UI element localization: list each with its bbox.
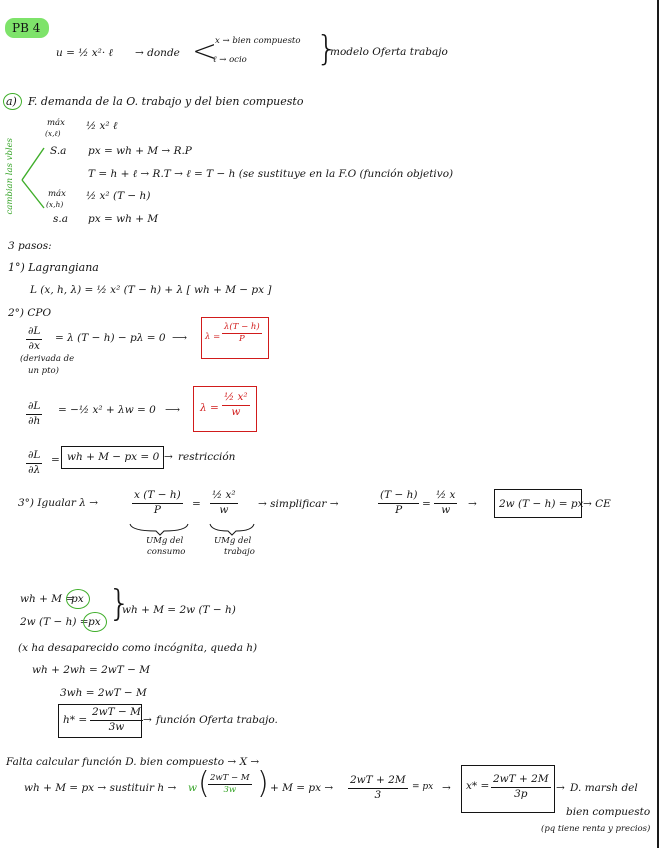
time-constraint: T = h + ℓ → R.T → ℓ = T − h (se sustituye en la F.O (función objetivo) [88, 168, 454, 180]
eq3: wh + M − px = 0 [67, 451, 160, 463]
max1-label: máx [47, 118, 65, 128]
part-a-label: a) [6, 95, 17, 108]
dmarsh-label: D. marsh del [570, 782, 638, 794]
final-frac2: $\frac{2wT + 2M}{3}$ [350, 774, 406, 801]
eq3-eq: = [51, 454, 60, 466]
result1-frac: $\frac{\lambda(T - h)}{P}$ [224, 322, 260, 345]
system-eq-b: 2w (T − h) = [20, 616, 89, 628]
simplified-lhs: $\frac{(T - h)}{P}$ [380, 489, 418, 516]
ce-equation: 2w (T − h) = px [499, 498, 584, 510]
dLdx: $\frac{\partial L}{\partial x}$ [28, 325, 41, 352]
xstar-label: x* = [466, 780, 490, 792]
system-line2: 3wh = 2wT − M [60, 687, 147, 699]
umg-trabajo-label-b: trabajo [224, 547, 255, 557]
x-definition: x → bien compuesto [215, 36, 301, 46]
eq1: = λ (T − h) − pλ = 0 [55, 332, 166, 344]
final-plus-m: + M = px → [270, 782, 334, 794]
system-line1: wh + 2wh = 2wT − M [32, 664, 151, 676]
dLdl: $\frac{\partial L}{\partial\lambda}$ [28, 449, 41, 476]
restriction-label: restricción [178, 451, 236, 463]
dmarsh-label-3: (pq tiene renta y precios) [541, 824, 651, 834]
dmarsh-arrow: → [556, 782, 565, 794]
simplified-arrow: → [468, 498, 477, 510]
step3-eq2: = [422, 498, 431, 510]
step1-label: 1°) Lagrangiana [8, 261, 99, 274]
sa2-label: s.a [53, 213, 68, 225]
final-w: w [188, 782, 197, 794]
note1: (derivada de [20, 354, 75, 364]
model-label: modelo Oferta trabajo [330, 46, 448, 58]
result1-lambda: λ = [205, 332, 221, 342]
eq2: = −½ x² + λw = 0 [58, 404, 156, 416]
paren-open: ( [198, 766, 210, 801]
px-circle-b [83, 612, 107, 632]
donde-arrow: → donde [135, 47, 180, 59]
l-definition: ℓ → ocio [213, 55, 247, 65]
arrow1: ⟶ [172, 332, 188, 344]
system-combined: wh + M = 2w (T − h) [122, 604, 236, 616]
left-angle: < [192, 34, 218, 69]
umg-trabajo-frac: $\frac{\text{½ x²}}{w}$ [212, 489, 236, 516]
step3-eq: = [192, 498, 201, 510]
simplificar: → simplificar → [258, 498, 339, 510]
step3-label: 3°) Igualar λ → [18, 497, 99, 509]
part-a-heading: F. demanda de la O. trabajo y del bien compuesto [28, 95, 304, 108]
hstar-arrow: → [143, 714, 152, 726]
result2-lambda: λ = [200, 402, 219, 414]
max2-vars: (x,h) [46, 200, 64, 209]
ce-label: → CE [583, 498, 611, 510]
hstar-label: h* = [63, 714, 88, 726]
sa1-label: S.a [50, 145, 67, 157]
final-line-a: wh + M = px → sustituir h → [24, 782, 177, 794]
dLdh: $\frac{\partial L}{\partial h}$ [28, 400, 41, 427]
max1-vars: (x,ℓ) [45, 129, 61, 138]
max2-objective: ½ x² (T − h) [86, 190, 151, 202]
side-note: cambian las vbles [4, 138, 15, 215]
page-title: PB 4 [12, 21, 41, 35]
hstar-frac: $\frac{2wT - M}{3w}$ [92, 706, 141, 733]
simplified-rhs: $\frac{\text{½ x}}{w}$ [436, 489, 456, 516]
restriction-arrow: → [164, 451, 173, 463]
umg-consumo-frac: $\frac{x (T - h)}{P}$ [134, 489, 181, 516]
lagrangian: L (x, h, λ) = ½ x² (T − h) + λ [ wh + M − px ] [30, 284, 272, 296]
dmarsh-label-2: bien compuesto [566, 806, 651, 818]
max1-objective: ½ x² ℓ [86, 120, 118, 132]
result2-frac: $\frac{\text{½ x²}}{w}$ [224, 391, 248, 418]
paren-close: ) [257, 766, 269, 801]
arrow2: ⟶ [165, 404, 181, 416]
xstar-frac: $\frac{2wT + 2M}{3p}$ [493, 773, 549, 800]
system-eq-a: wh + M = [20, 593, 75, 605]
system-brace: } [108, 583, 131, 624]
umg-consumo-label-a: UMg del [146, 536, 184, 546]
px-circle-a [66, 589, 90, 609]
max2-label: máx [48, 189, 66, 199]
final-arrow: → [442, 782, 451, 794]
system-eq-b-px: px [88, 616, 101, 628]
right-brace-model: } [316, 29, 338, 69]
final-falta: Falta calcular función D. bien compuesto → X → [6, 756, 260, 768]
hstar-function: función Oferta trabajo. [156, 714, 278, 726]
final-eq-px: = px [412, 782, 434, 792]
sa1-constraint: px = wh + M → R.P [88, 145, 192, 157]
umg-trabajo-label-a: UMg del [214, 536, 252, 546]
utility-function: u = ½ x²· ℓ [56, 47, 113, 59]
pasos-label: 3 pasos: [8, 240, 52, 252]
step2-label: 2°) CPO [8, 307, 52, 319]
system-note: (x ha desaparecido como incógnita, queda h) [18, 642, 258, 654]
system-eq-a-px: px [71, 593, 84, 605]
final-w-frac: $\frac{2wT - M}{3w}$ [210, 773, 250, 796]
sa2-constraint: px = wh + M [88, 213, 159, 225]
underbraces [128, 522, 288, 536]
umg-consumo-label-b: consumo [147, 547, 186, 557]
note1b: un pto) [28, 366, 59, 376]
